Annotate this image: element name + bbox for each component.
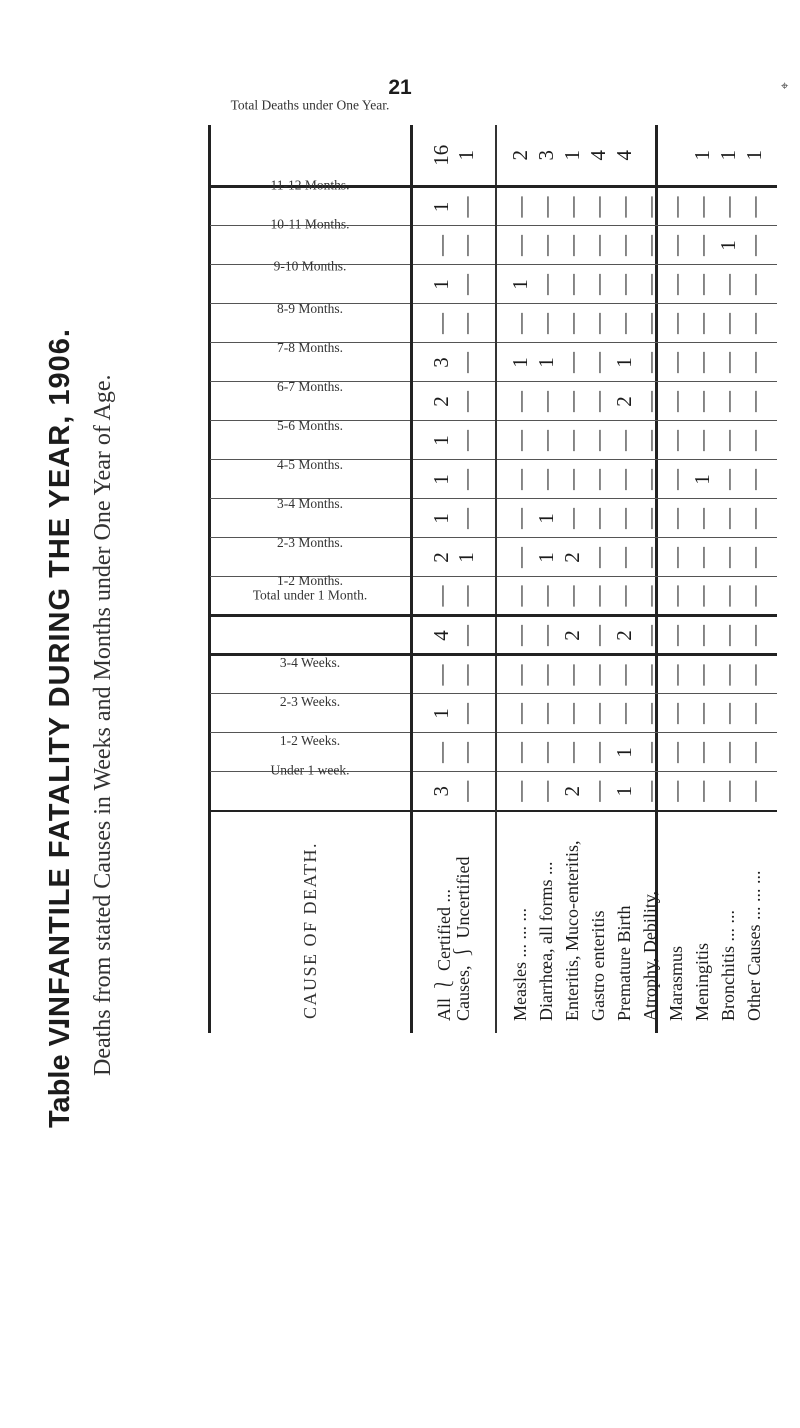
table-cell: — xyxy=(559,499,585,538)
table-cell: — xyxy=(559,460,585,499)
table-cell: — xyxy=(715,694,741,733)
table-cell: — xyxy=(741,772,777,811)
uncertified-cell: — xyxy=(454,430,478,451)
table-cell: — xyxy=(611,421,637,460)
table-cell: — xyxy=(637,733,663,772)
age-header: 1-2 Months. xyxy=(276,573,344,589)
cause-label: Measles ... ... ... xyxy=(496,811,533,1033)
table-cell: — xyxy=(689,772,715,811)
age-header: 2-3 Months. xyxy=(276,535,344,551)
cause-label: Premature Birth xyxy=(611,811,637,1033)
table-cell: 1 xyxy=(533,343,559,382)
table-cell: — xyxy=(611,577,637,616)
table-cell: — xyxy=(585,187,611,226)
table-cell: — xyxy=(585,304,611,343)
table-cell: — xyxy=(533,304,559,343)
age-header: 7-8 Months. xyxy=(276,340,344,356)
age-header: Total under 1 Month. xyxy=(252,588,368,604)
certified-cell: 2 xyxy=(429,552,453,563)
table-cell: — xyxy=(611,304,637,343)
table-cell: — xyxy=(637,655,663,694)
table-cell: — xyxy=(611,265,637,304)
table-cell: — xyxy=(496,304,533,343)
table-cell: — xyxy=(741,577,777,616)
total-cell xyxy=(663,125,689,187)
total-cell: 2 xyxy=(496,125,533,187)
total-cell: 1 xyxy=(689,125,715,187)
table-cell: 1 xyxy=(611,343,637,382)
table-cell: — xyxy=(533,265,559,304)
table-cell: — xyxy=(559,265,585,304)
table-cell: — xyxy=(585,226,611,265)
table-cell: — xyxy=(663,538,689,577)
age-header: 6-7 Months. xyxy=(276,379,344,395)
uncertified-cell: — xyxy=(454,313,478,334)
table-cell: — xyxy=(689,499,715,538)
table-cell: — xyxy=(611,655,637,694)
table-cell: — xyxy=(689,694,715,733)
table-cell: — xyxy=(741,265,777,304)
table-cell: — xyxy=(533,694,559,733)
uncertified-cell: — xyxy=(454,508,478,529)
table-cell: — xyxy=(663,304,689,343)
table-cell: 1 xyxy=(533,499,559,538)
table-cell: — xyxy=(663,187,689,226)
table-cell: — xyxy=(715,616,741,655)
table-cell: — xyxy=(585,538,611,577)
table-cell: — xyxy=(496,772,533,811)
age-header: 9-10 Months. xyxy=(273,259,347,275)
table-cell: — xyxy=(533,733,559,772)
table-cell: — xyxy=(496,616,533,655)
uncertified-cell: — xyxy=(454,469,478,490)
summary-label-uncertified: Uncertified xyxy=(453,856,473,939)
summary-row xyxy=(412,125,497,1033)
table-cell: 2 xyxy=(611,382,637,421)
table-cell: — xyxy=(559,382,585,421)
table-cell: — xyxy=(559,187,585,226)
table-cell: — xyxy=(741,460,777,499)
table-row xyxy=(585,125,611,1033)
table-cell: — xyxy=(533,577,559,616)
table-cell: — xyxy=(689,382,715,421)
table-cell: — xyxy=(637,343,663,382)
cause-label: Meningitis xyxy=(689,811,715,1033)
total-cell xyxy=(637,125,663,187)
table-cell: — xyxy=(585,382,611,421)
table-cell: — xyxy=(585,694,611,733)
uncertified-cell: — xyxy=(454,780,478,802)
total-cell: 1 xyxy=(741,125,777,187)
corner-mark: ⌖ xyxy=(781,78,789,93)
table-cell: — xyxy=(559,655,585,694)
age-header: 2-3 Weeks. xyxy=(279,694,341,710)
table-cell: — xyxy=(611,538,637,577)
summary-label-certified: Certified ... xyxy=(434,889,454,971)
table-cell: — xyxy=(533,421,559,460)
summary-label: All ⎱ Certified ... Causes, ⎰ Uncertified xyxy=(412,811,497,1033)
table-row xyxy=(663,125,689,1033)
summary-label-all: All xyxy=(434,997,454,1021)
table-cell: 1 xyxy=(611,772,637,811)
uncertified-cell: — xyxy=(454,235,478,256)
table-cell: — xyxy=(663,421,689,460)
age-header: 3-4 Weeks. xyxy=(279,655,341,671)
page-number: 21 xyxy=(388,76,412,99)
certified-cell: 3 xyxy=(429,357,453,368)
table-cell: — xyxy=(533,226,559,265)
table-cell: — xyxy=(663,343,689,382)
table-cell: — xyxy=(637,226,663,265)
table-cell: — xyxy=(637,382,663,421)
table-row xyxy=(689,125,715,1033)
table-cell: — xyxy=(715,577,741,616)
table-cell: 1 xyxy=(496,343,533,382)
table-row xyxy=(533,125,559,1033)
cause-label: Gastro enteritis xyxy=(585,811,611,1033)
table-cell: — xyxy=(663,226,689,265)
table-cell: 1 xyxy=(715,226,741,265)
table-cell: — xyxy=(637,577,663,616)
table-cell: — xyxy=(689,343,715,382)
table-cell: — xyxy=(689,421,715,460)
cause-column-header: CAUSE OF DEATH. xyxy=(210,811,412,1033)
table-cell: — xyxy=(559,421,585,460)
table-cell: — xyxy=(741,538,777,577)
age-header: 3-4 Months. xyxy=(276,496,344,512)
table-cell: — xyxy=(637,304,663,343)
uncertified-cell: — xyxy=(454,274,478,295)
table-cell: — xyxy=(663,460,689,499)
cause-label: Enteritis, Muco-enteritis, xyxy=(559,811,585,1033)
table-cell: — xyxy=(496,577,533,616)
table-cell: 2 xyxy=(559,538,585,577)
table-cell: — xyxy=(663,265,689,304)
table-cell: — xyxy=(715,460,741,499)
table-cell: — xyxy=(741,733,777,772)
table-cell: 1 xyxy=(611,733,637,772)
fatality-table xyxy=(210,98,777,1033)
table-cell: — xyxy=(741,499,777,538)
table-cell: — xyxy=(559,694,585,733)
table-cell: — xyxy=(637,772,663,811)
table-cell: — xyxy=(496,694,533,733)
table-row xyxy=(637,125,663,1033)
uncertified-cell: — xyxy=(454,391,478,412)
table-cell: — xyxy=(585,460,611,499)
certified-cell: — xyxy=(429,585,453,607)
table-cell: — xyxy=(689,538,715,577)
table-cell: — xyxy=(637,616,663,655)
table-cell: — xyxy=(533,772,559,811)
certified-cell: 1 xyxy=(429,474,453,485)
table-cell: — xyxy=(496,187,533,226)
certified-cell: — xyxy=(429,235,453,256)
uncertified-cell: — xyxy=(454,352,478,373)
table-cell: — xyxy=(637,694,663,733)
header-row xyxy=(210,125,412,1033)
table-cell: — xyxy=(715,382,741,421)
table-cell: — xyxy=(663,577,689,616)
table-cell: — xyxy=(585,265,611,304)
age-header: 1-2 Weeks. xyxy=(279,733,341,749)
table-row xyxy=(559,125,585,1033)
table-cell: — xyxy=(663,499,689,538)
table-cell: — xyxy=(637,265,663,304)
table-cell: — xyxy=(715,499,741,538)
table-title: INFANTILE FATALITY DURING THE YEAR, 1906. xyxy=(44,328,76,1026)
table-cell: — xyxy=(741,343,777,382)
table-cell: — xyxy=(559,733,585,772)
table-cell: — xyxy=(663,655,689,694)
table-cell: — xyxy=(637,187,663,226)
table-cell: — xyxy=(689,733,715,772)
cause-label: Marasmus xyxy=(663,811,689,1033)
certified-cell: 4 xyxy=(429,630,453,641)
certified-cell: 3 xyxy=(429,786,453,797)
certified-cell: — xyxy=(429,742,453,763)
table-cell: — xyxy=(533,616,559,655)
table-cell: 1 xyxy=(689,460,715,499)
table-cell: — xyxy=(585,655,611,694)
total-header: Total Deaths under One Year. xyxy=(230,98,390,114)
table-cell: — xyxy=(689,577,715,616)
table-cell: — xyxy=(496,382,533,421)
certified-cell: 1 xyxy=(429,435,453,446)
table-cell: — xyxy=(663,694,689,733)
certified-total-cell: 16 xyxy=(429,144,453,166)
table-cell: — xyxy=(496,733,533,772)
summary-label-causes: Causes, xyxy=(453,965,473,1021)
certified-cell: — xyxy=(429,664,453,686)
cause-label: Bronchitis ... ... xyxy=(715,811,741,1033)
table-subtitle: Deaths from stated Causes in Weeks and Months under One Year of Age. xyxy=(90,374,116,1076)
table-cell: — xyxy=(611,499,637,538)
table-cell: — xyxy=(611,460,637,499)
table-cell: — xyxy=(559,304,585,343)
table-cell: — xyxy=(533,460,559,499)
certified-cell: 1 xyxy=(429,708,453,719)
table-cell: — xyxy=(611,226,637,265)
table-cell: — xyxy=(559,343,585,382)
table-cell: — xyxy=(715,421,741,460)
table-cell: 1 xyxy=(496,265,533,304)
table-row xyxy=(715,125,741,1033)
total-cell: 1 xyxy=(715,125,741,187)
table-cell: — xyxy=(715,538,741,577)
age-header: 10-11 Months. xyxy=(270,216,350,232)
uncertified-total-cell: 1 xyxy=(454,150,478,161)
table-cell: — xyxy=(741,655,777,694)
uncertified-cell: — xyxy=(454,742,478,763)
table-cell: — xyxy=(637,421,663,460)
table-cell: — xyxy=(585,499,611,538)
table-cell: — xyxy=(496,655,533,694)
table-cell: — xyxy=(715,655,741,694)
table-cell: — xyxy=(715,733,741,772)
certified-cell: — xyxy=(429,313,453,334)
table-cell: — xyxy=(689,226,715,265)
cause-label: Other Causes ... ... ... xyxy=(741,811,777,1033)
table-label: Table V. xyxy=(44,1021,76,1128)
table-cell: — xyxy=(663,733,689,772)
cause-label: Diarrhœa, all forms ... xyxy=(533,811,559,1033)
table-cell: — xyxy=(715,304,741,343)
table-cell: — xyxy=(496,421,533,460)
table-cell: — xyxy=(496,460,533,499)
table-cell: — xyxy=(715,187,741,226)
table-cell: — xyxy=(689,616,715,655)
table-cell: — xyxy=(741,694,777,733)
table-cell: — xyxy=(611,187,637,226)
table-cell: 2 xyxy=(611,616,637,655)
table-cell: 2 xyxy=(559,772,585,811)
table-cell: — xyxy=(741,226,777,265)
uncertified-cell: 1 xyxy=(454,552,478,563)
table-cell: — xyxy=(741,187,777,226)
table-cell: — xyxy=(533,655,559,694)
certified-cell: 1 xyxy=(429,513,453,524)
cause-rows xyxy=(496,125,777,1033)
table-cell: — xyxy=(637,499,663,538)
table-cell: — xyxy=(585,733,611,772)
table-cell: — xyxy=(533,382,559,421)
table-cell: — xyxy=(663,616,689,655)
table-cell: 1 xyxy=(533,538,559,577)
uncertified-cell: — xyxy=(454,196,478,218)
table-cell: — xyxy=(585,421,611,460)
table-cell: — xyxy=(663,382,689,421)
certified-cell: 1 xyxy=(429,279,453,290)
table-cell: — xyxy=(585,577,611,616)
uncertified-cell: — xyxy=(454,664,478,686)
table-cell: — xyxy=(496,226,533,265)
table-cell: — xyxy=(741,421,777,460)
table-cell: — xyxy=(585,343,611,382)
table-row xyxy=(611,125,637,1033)
total-cell: 1 xyxy=(559,125,585,187)
age-header: 8-9 Months. xyxy=(276,301,344,317)
table-cell: — xyxy=(663,772,689,811)
uncertified-cell: — xyxy=(454,703,478,724)
table-row xyxy=(496,125,533,1033)
uncertified-cell: — xyxy=(454,625,478,646)
table-cell: — xyxy=(741,616,777,655)
total-cell: 4 xyxy=(585,125,611,187)
table-cell: — xyxy=(637,460,663,499)
certified-cell: 1 xyxy=(429,201,453,213)
age-header: 5-6 Months. xyxy=(276,418,344,434)
table-cell: — xyxy=(741,382,777,421)
total-cell: 4 xyxy=(611,125,637,187)
uncertified-cell: — xyxy=(454,585,478,607)
table-cell: — xyxy=(715,265,741,304)
table-cell: — xyxy=(559,577,585,616)
table-cell: 2 xyxy=(559,616,585,655)
table-cell: — xyxy=(559,226,585,265)
table-cell: — xyxy=(611,694,637,733)
table-cell: — xyxy=(496,538,533,577)
table-row xyxy=(741,125,777,1033)
table-cell: — xyxy=(715,343,741,382)
age-header: 11-12 Months. xyxy=(270,177,350,193)
table-cell: — xyxy=(585,772,611,811)
table-cell: — xyxy=(689,304,715,343)
table-cell: — xyxy=(741,304,777,343)
cause-label: Atrophy, Debility, xyxy=(637,811,663,1033)
certified-cell: 2 xyxy=(429,396,453,407)
table-cell: — xyxy=(715,772,741,811)
table-cell: — xyxy=(689,655,715,694)
table-cell: — xyxy=(689,187,715,226)
total-cell: 3 xyxy=(533,125,559,187)
table-cell: — xyxy=(689,265,715,304)
age-header: Under 1 week. xyxy=(270,762,350,778)
table-cell: — xyxy=(585,616,611,655)
table-cell: — xyxy=(637,538,663,577)
table-cell: — xyxy=(533,187,559,226)
table-cell: — xyxy=(496,499,533,538)
age-header: 4-5 Months. xyxy=(276,457,344,473)
